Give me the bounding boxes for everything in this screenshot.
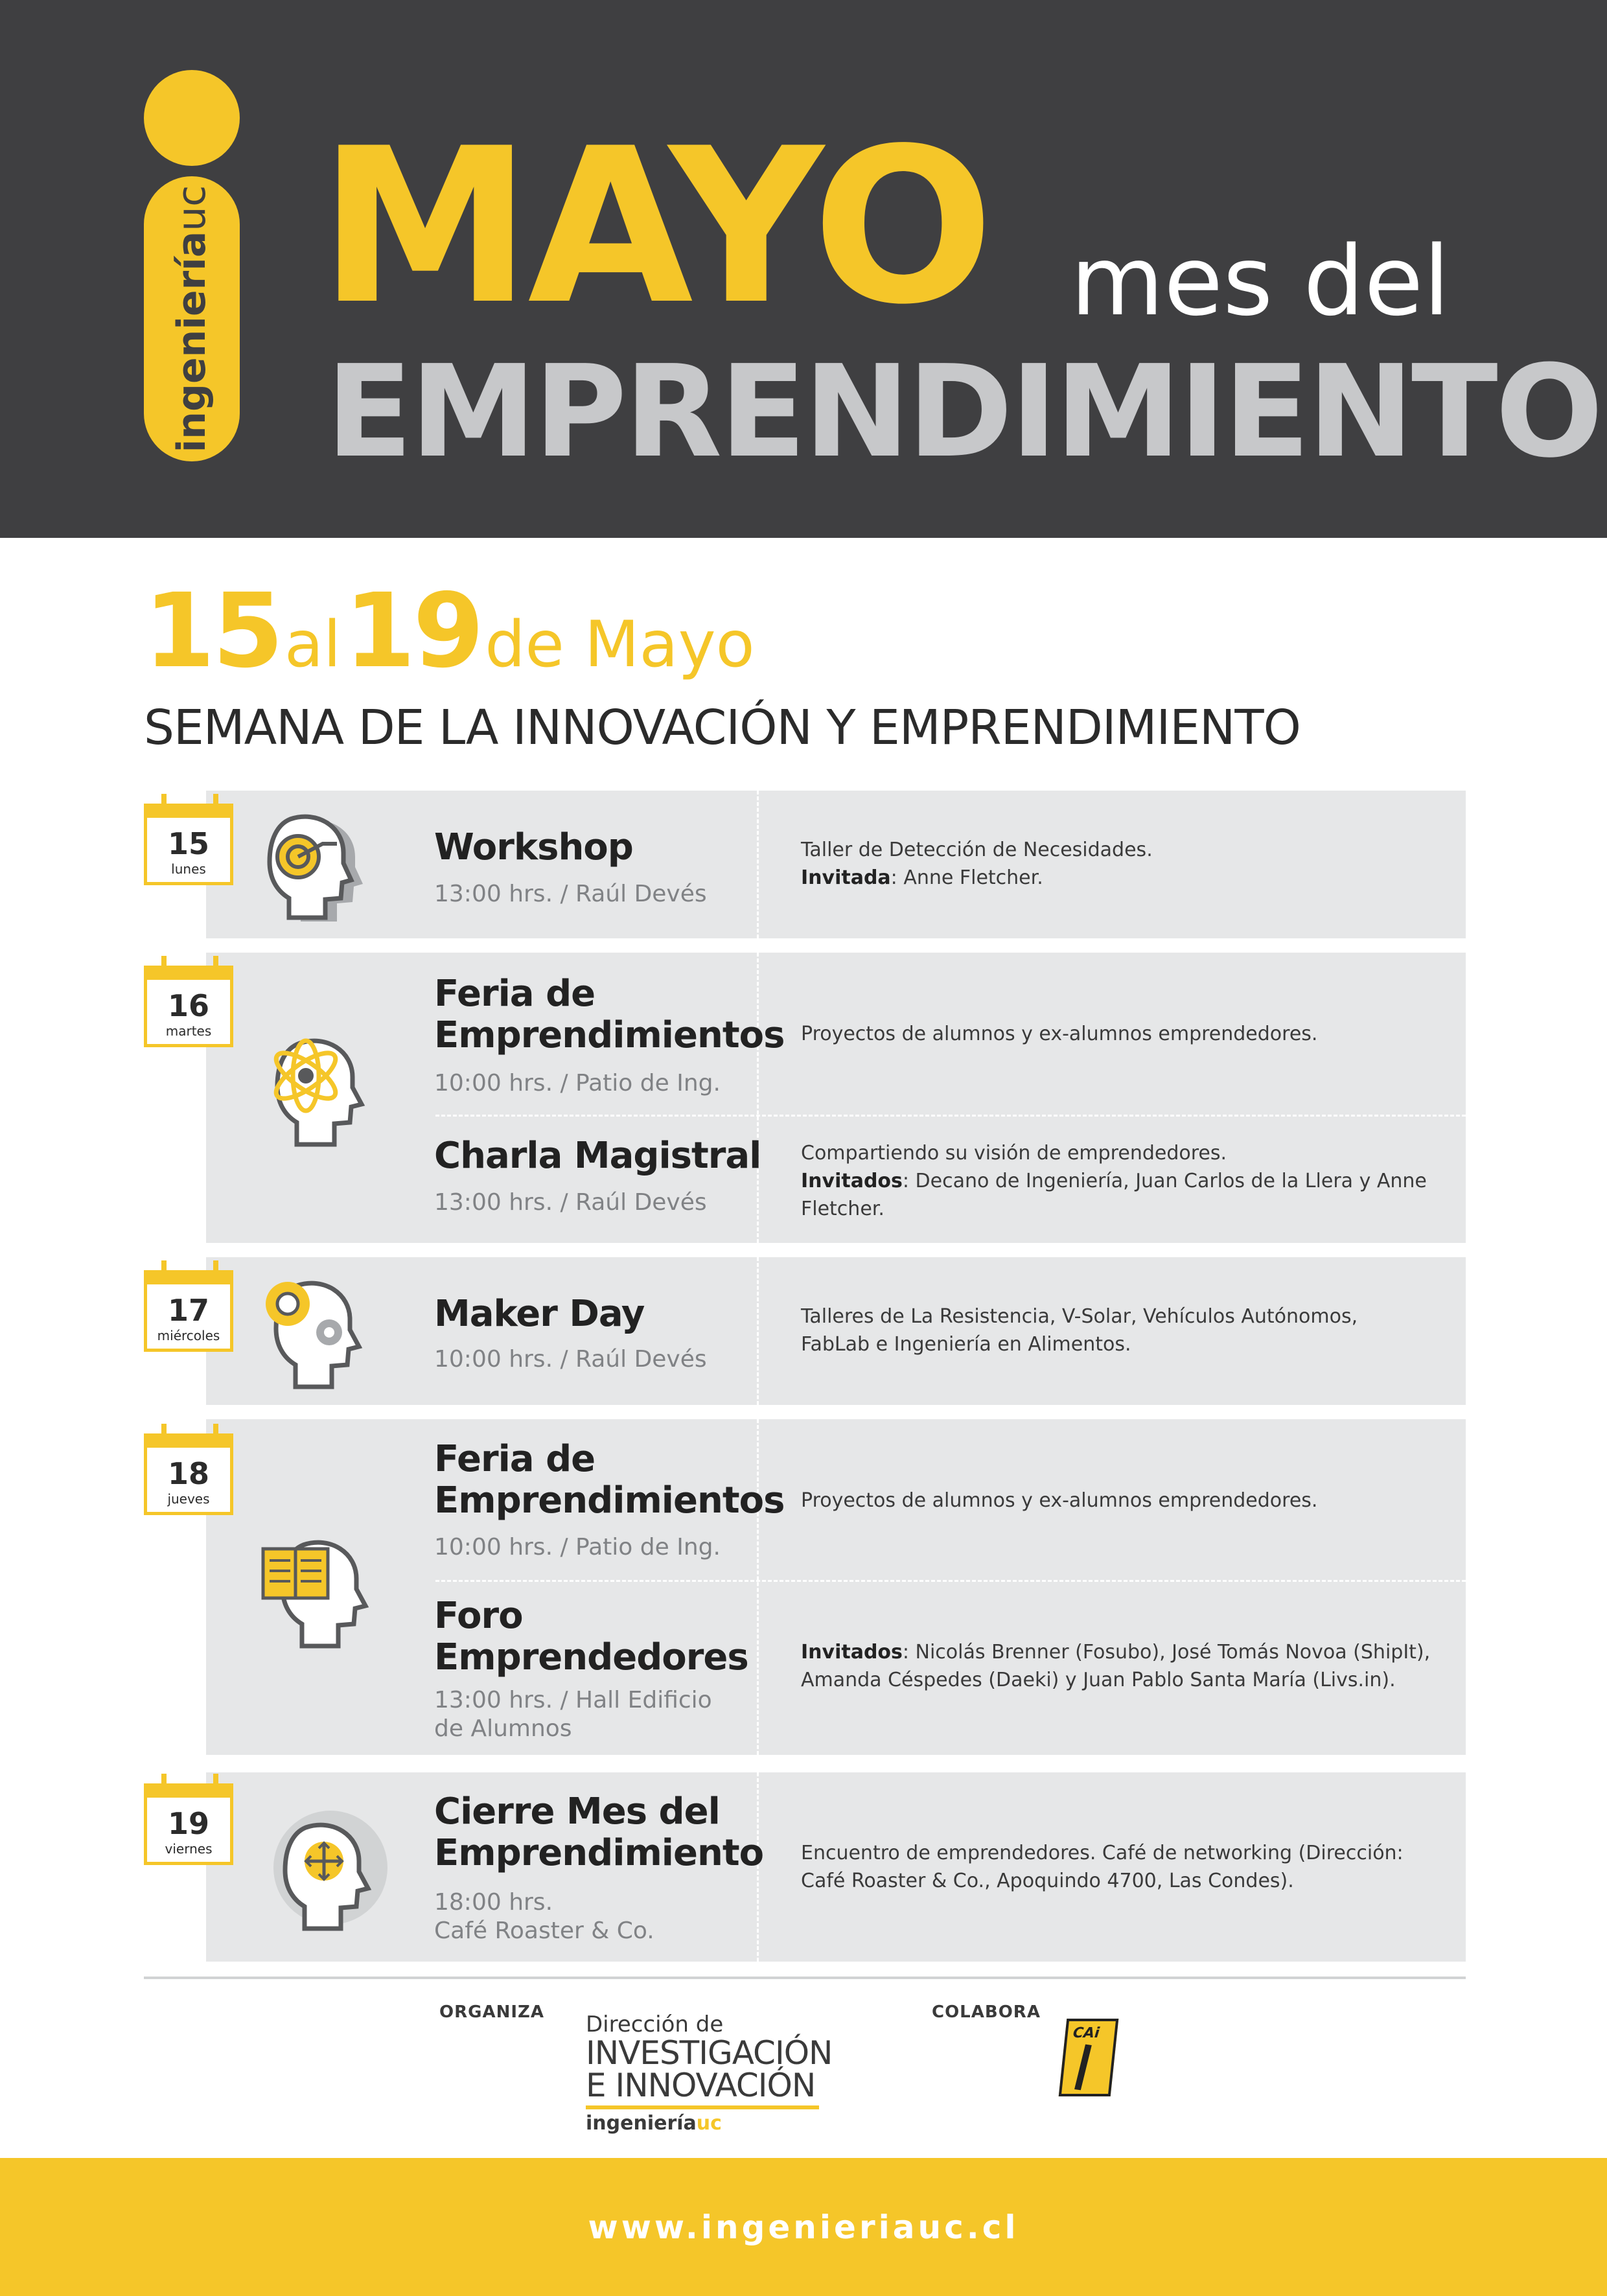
event-title: Foro Emprendedores [434, 1595, 748, 1678]
footer-rule [144, 1977, 1466, 1979]
title-sub: EMPRENDIMIENTO [326, 338, 1601, 486]
event-title: Maker Day [434, 1293, 645, 1335]
date-range [144, 572, 755, 691]
event-meta: 10:00 hrs. / Raúl Devés [434, 1346, 707, 1373]
divider [757, 1257, 759, 1405]
event-meta: 10:00 hrs. / Patio de Ing. [434, 1534, 721, 1560]
event-title: Charla Magistral [434, 1135, 761, 1177]
event-meta: 18:00 hrs. Café Roaster & Co. [434, 1889, 654, 1944]
event-description: Taller de Detección de Necesidades. Invitada: Anne Fletcher. [801, 839, 1153, 889]
day-number: 16 [167, 988, 209, 1023]
book-head-icon [258, 1529, 381, 1652]
day-number: 19 [167, 1806, 209, 1841]
event-meta: 10:00 hrs. / Patio de Ing. [434, 1070, 721, 1096]
divider [435, 1580, 1466, 1582]
day-weekday: viernes [165, 1841, 213, 1857]
title-main: MAYO [319, 102, 990, 351]
event-description: Encuentro de emprendedores. Café de networking (Dirección: Café Roaster & Co., Apoquindo 4700, Las Condes). [801, 1842, 1404, 1892]
colabora-label: COLABORA [932, 2002, 1041, 2022]
divider [757, 791, 759, 938]
day-weekday: jueves [167, 1491, 210, 1507]
divider [435, 1115, 1466, 1117]
day-number: 18 [167, 1456, 209, 1491]
event-meta: 13:00 hrs. / Hall Edificio de Alumnos [434, 1687, 712, 1742]
day-number: 17 [167, 1293, 209, 1328]
date-connector: al [284, 608, 341, 682]
calendar-icon [144, 1270, 233, 1352]
date-end-day: 19 [344, 572, 482, 691]
dii-logo: Dirección de INVESTIGACIÓN E INNOVACIÓN ingenieríauc [586, 2012, 833, 2135]
calendar-icon [144, 804, 233, 885]
organiza-label: ORGANIZA [439, 2002, 544, 2022]
cai-logo-icon [1059, 2019, 1119, 2096]
title-secondary: mes del [1070, 226, 1450, 337]
brand-logo-text: ingenieríauc [169, 185, 214, 453]
brand-logo-dot [144, 70, 240, 166]
event-title: Feria de Emprendimientos [434, 973, 785, 1056]
network-head-icon [267, 1808, 390, 1938]
day-number: 15 [167, 826, 209, 861]
day-weekday: martes [165, 1023, 212, 1039]
event-description: Talleres de La Resistencia, V-Solar, Vehículos Autónomos, FabLab e Ingeniería en Alimentos. [801, 1305, 1358, 1356]
gears-head-icon [258, 1270, 381, 1393]
event-description: Proyectos de alumnos y ex-alumnos emprendedores. [801, 1023, 1318, 1045]
event-description: Proyectos de alumnos y ex-alumnos emprendedores. [801, 1489, 1318, 1512]
event-title: Cierre Mes del Emprendimiento [434, 1791, 764, 1874]
date-month: de Mayo [485, 608, 755, 682]
atom-head-icon [267, 1024, 377, 1154]
date-start-day: 15 [144, 572, 281, 691]
event-meta: 13:00 hrs. / Raúl Devés [434, 881, 707, 907]
cai-logo-text: CAi [1072, 2025, 1100, 2041]
header-banner [0, 0, 1607, 538]
event-description: Invitados: Nicolás Brenner (Fosubo), José Tomás Novoa (ShipIt), Amanda Céspedes (Daeki) y Juan Pablo Santa María (Livs.in). [801, 1641, 1431, 1691]
event-meta: 13:00 hrs. / Raúl Devés [434, 1189, 707, 1216]
target-head-icon [258, 805, 381, 928]
week-subtitle: SEMANA DE LA INNOVACIÓN Y EMPRENDIMIENTO [144, 700, 1301, 756]
calendar-icon [144, 966, 233, 1047]
event-title: Feria de Emprendimientos [434, 1438, 785, 1522]
event-title: Workshop [434, 826, 633, 868]
day-panel-18 [206, 1419, 1466, 1755]
day-weekday: lunes [171, 861, 206, 877]
day-weekday: miércoles [157, 1328, 220, 1343]
website-link[interactable]: www.ingenieriauc.cl [588, 2209, 1019, 2246]
event-description: Compartiendo su visión de emprendedores. Invitados: Decano de Ingeniería, Juan Carlos de la Llera y Anne Fletcher. [801, 1142, 1427, 1220]
calendar-icon [144, 1433, 233, 1515]
calendar-icon [144, 1783, 233, 1865]
